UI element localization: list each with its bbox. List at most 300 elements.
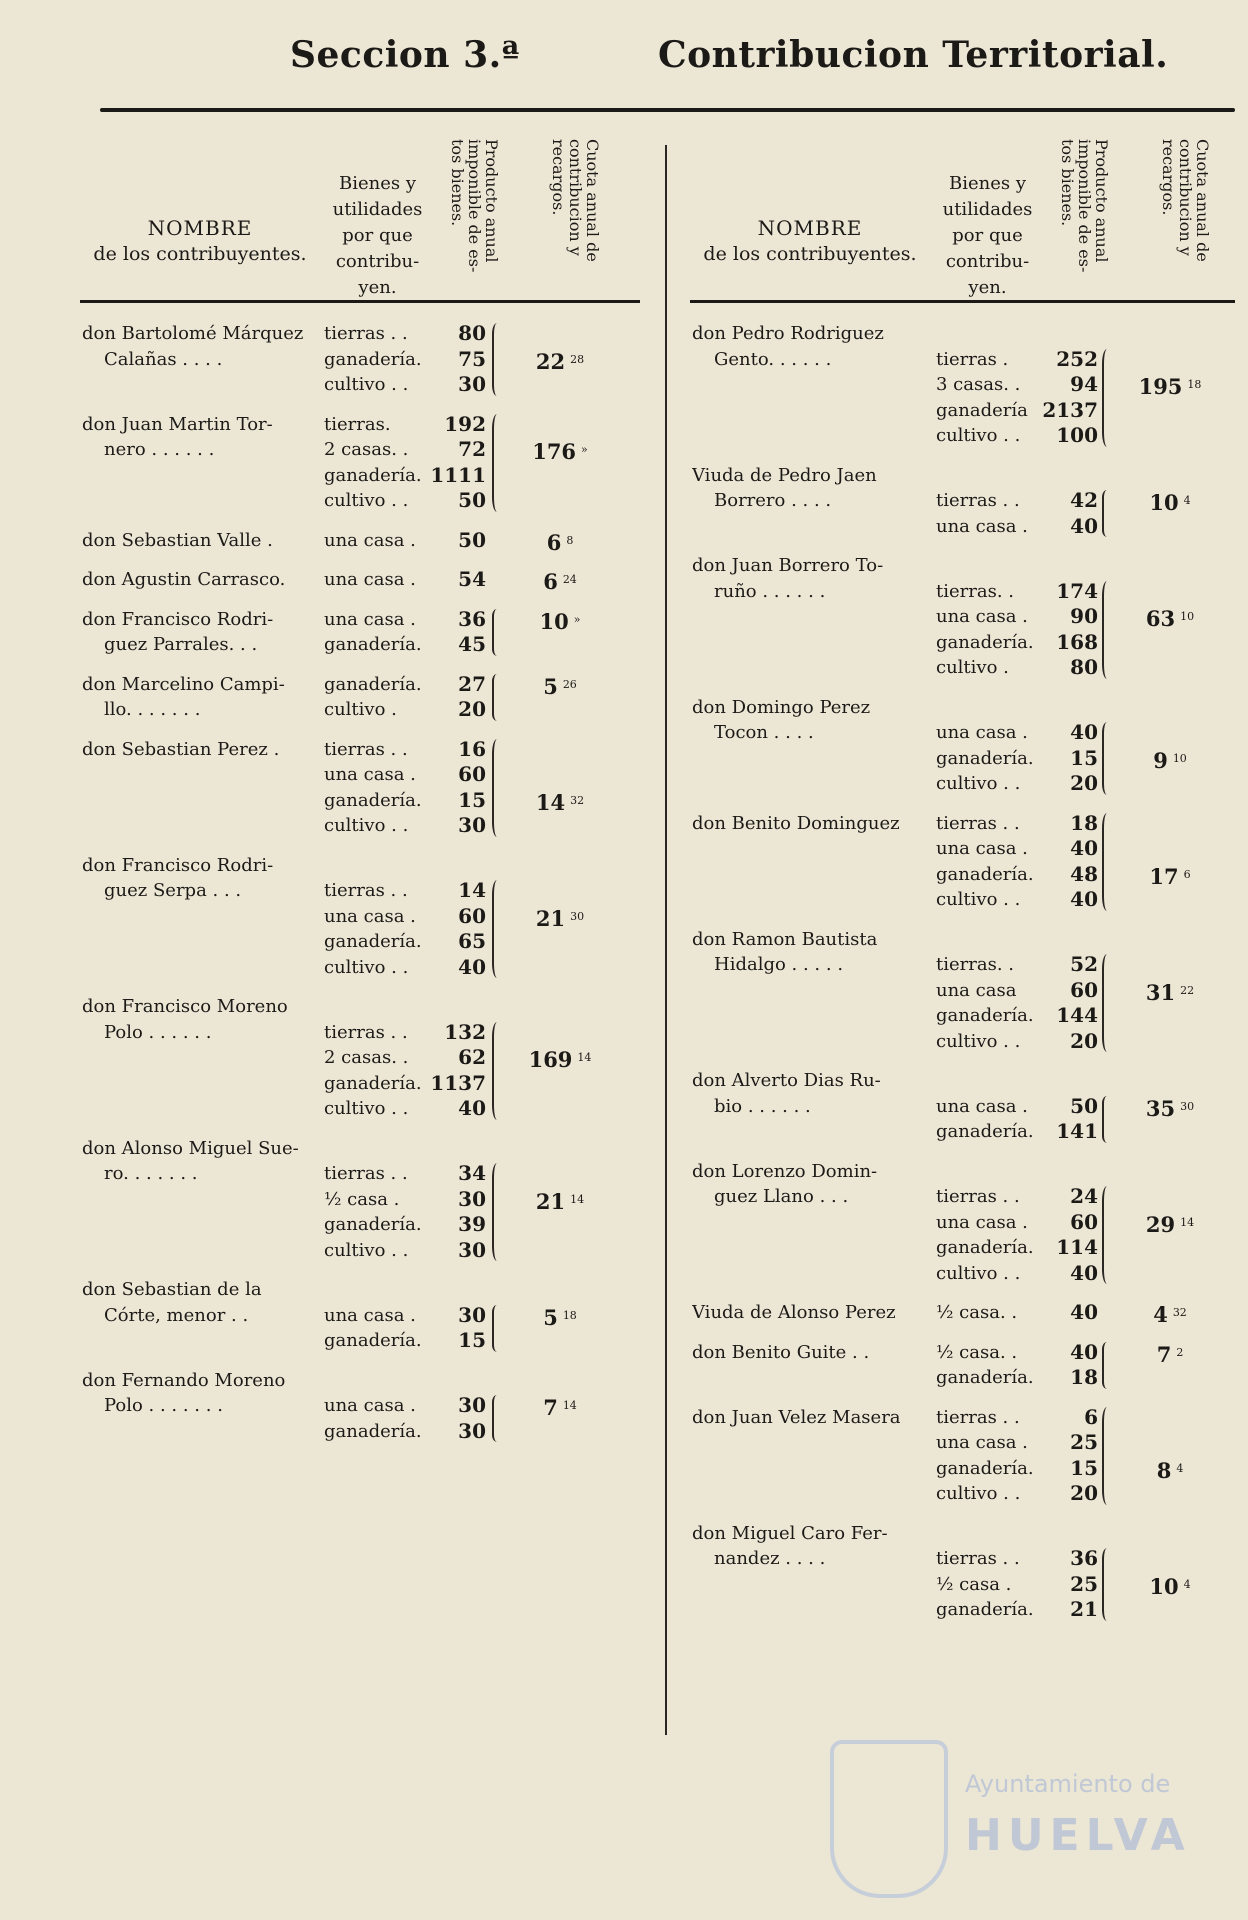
bien-label: ½ casa. . xyxy=(936,1302,1018,1323)
header-nombre: NOMBRE de los contribuyentes. xyxy=(703,216,917,265)
bien-label: ganadería. xyxy=(324,931,422,952)
contribuyente-name xyxy=(692,927,932,978)
bien-label: ½ casa . xyxy=(324,1188,400,1210)
bien-row xyxy=(324,788,504,814)
contribuyente-entry xyxy=(690,927,1235,1055)
bien-row xyxy=(936,887,1116,913)
producto-value: 1137 xyxy=(430,1070,486,1095)
cuota-cents: 32 xyxy=(1172,1306,1187,1319)
producto-value: 36 xyxy=(458,606,486,631)
name-line: nandez . . . . xyxy=(714,1548,826,1569)
bienes-list xyxy=(936,720,1116,797)
cuota-reales: 63 xyxy=(1145,606,1176,631)
header-rule xyxy=(80,300,640,303)
bien-row xyxy=(936,423,1116,449)
producto-value: 50 xyxy=(458,527,486,552)
bien-label: tierras . . xyxy=(936,1186,1020,1207)
bien-label: ganadería. xyxy=(936,1367,1034,1388)
name-line: don Alverto Dias Ru- xyxy=(692,1070,881,1091)
cuota-cents: » xyxy=(581,443,588,456)
bien-label: 2 casas. . xyxy=(324,439,409,460)
cuota-cents: 14 xyxy=(577,1051,592,1064)
producto-value: 25 xyxy=(1070,1430,1098,1454)
bien-row xyxy=(936,811,1116,837)
contribuyente-name xyxy=(692,1300,932,1326)
contribuyente-name xyxy=(82,321,322,372)
producto-value: 40 xyxy=(1070,513,1098,538)
name-line: don Marcelino Campi- xyxy=(82,673,285,695)
cuota-value xyxy=(1110,1210,1230,1238)
bien-row xyxy=(324,488,504,514)
bienes-list xyxy=(936,579,1116,681)
cuota-cents: 30 xyxy=(1180,1099,1195,1113)
name-line: don Pedro Rodriguez xyxy=(692,323,884,344)
bienes-list xyxy=(936,952,1116,1054)
bienes-list xyxy=(324,528,504,554)
contribuyente-name xyxy=(692,1340,932,1366)
contribuyente-entry xyxy=(690,463,1235,540)
bien-label: ganadería. xyxy=(324,789,422,811)
bienes-list xyxy=(936,1094,1116,1145)
bien-label: cultivo . . xyxy=(936,1030,1021,1052)
cuota-cents: 4 xyxy=(1183,1577,1191,1591)
name-line: ro. . . . . . . xyxy=(104,1163,198,1184)
producto-value: 15 xyxy=(1070,745,1098,770)
bien-row xyxy=(324,1161,504,1187)
bien-label: cultivo . . xyxy=(324,1098,409,1119)
name-line: don Sebastian Valle . xyxy=(82,529,273,551)
cuota-value xyxy=(1110,1572,1230,1600)
contribuyente-entry xyxy=(80,853,640,981)
producto-value: 252 xyxy=(1056,346,1098,371)
producto-value: 36 xyxy=(1070,1546,1098,1570)
producto-value: 20 xyxy=(1070,771,1098,795)
cuota-reales: 21 xyxy=(535,905,566,931)
producto-value: 20 xyxy=(1070,1028,1098,1053)
producto-value: 40 xyxy=(1070,1339,1098,1364)
producto-value: 21 xyxy=(1070,1597,1098,1621)
cuota-value xyxy=(1110,1094,1230,1122)
bienes-list xyxy=(324,672,504,723)
bien-row xyxy=(324,672,504,698)
brace-mark xyxy=(492,1305,502,1352)
bien-row xyxy=(324,1071,504,1097)
bien-label: ganadería. xyxy=(936,1237,1034,1258)
name-line: don Miguel Caro Fer- xyxy=(692,1522,888,1544)
contribuyente-name xyxy=(692,695,932,746)
contribuyente-entry xyxy=(690,321,1235,449)
bien-row xyxy=(936,1456,1116,1482)
bien-label: cultivo . . xyxy=(324,815,409,836)
bien-row xyxy=(936,1261,1116,1287)
producto-value: 114 xyxy=(1056,1235,1098,1259)
header-cuota: Cuota anual de contribucion y recargos. xyxy=(549,139,602,262)
name-line: guez Serpa . . . xyxy=(104,880,242,901)
cuota-value xyxy=(510,437,610,465)
contribuyente-entry xyxy=(690,1340,1235,1391)
bien-row xyxy=(936,746,1116,772)
producto-value: 40 xyxy=(458,1096,486,1120)
contribuyente-name xyxy=(692,1068,932,1119)
bien-row xyxy=(324,463,504,489)
bien-label: tierras . . xyxy=(936,490,1020,511)
watermark-line2: HUELVA xyxy=(965,1810,1191,1861)
bien-row xyxy=(936,514,1116,540)
bien-row xyxy=(324,347,504,373)
name-line: don Francisco Rodri- xyxy=(82,854,274,876)
bien-row xyxy=(324,813,504,839)
contribuyente-name xyxy=(692,1405,932,1431)
contribuyente-entry xyxy=(80,567,640,593)
cuota-reales: 176 xyxy=(532,439,577,464)
bien-row xyxy=(324,737,504,763)
bien-label: una casa . xyxy=(936,1095,1028,1117)
bien-row xyxy=(324,528,504,554)
producto-value: 40 xyxy=(1070,887,1098,911)
producto-value: 39 xyxy=(458,1212,486,1236)
name-line: don Juan Martin Tor- xyxy=(82,413,273,435)
bien-label: una casa . xyxy=(324,1395,416,1416)
producto-value: 6 xyxy=(1084,1404,1098,1429)
producto-value: 100 xyxy=(1056,423,1098,447)
name-line: Borrero . . . . xyxy=(714,490,832,511)
bien-row xyxy=(936,1340,1116,1366)
watermark-seal xyxy=(830,1720,1210,1900)
bienes-list xyxy=(324,607,504,658)
contribuyente-entry xyxy=(690,695,1235,797)
name-line: don Lorenzo Domin- xyxy=(692,1160,878,1182)
left-table xyxy=(80,135,640,1458)
bien-label: ganadería. xyxy=(936,747,1034,769)
bien-label: cultivo . xyxy=(324,699,397,720)
column-headers xyxy=(690,135,1235,298)
bien-label: ganadería. xyxy=(936,1599,1034,1620)
cuota-value xyxy=(510,528,610,556)
page-title: Contribucion Territorial. xyxy=(658,34,1169,76)
contribuyente-entry xyxy=(690,553,1235,681)
producto-value: 30 xyxy=(458,1186,486,1211)
bienes-list xyxy=(324,321,504,398)
bien-row xyxy=(936,978,1116,1004)
brace-mark xyxy=(492,1395,502,1442)
cuota-value xyxy=(1110,862,1230,890)
bienes-list xyxy=(936,1300,1116,1326)
cuota-cents: 26 xyxy=(562,677,577,691)
contribuyente-name xyxy=(692,321,932,372)
bien-label: 2 casas. . xyxy=(324,1047,409,1068)
contribuyente-entry xyxy=(80,1368,640,1445)
cuota-value xyxy=(1110,488,1230,516)
producto-value: 168 xyxy=(1056,629,1098,654)
bien-row xyxy=(936,1094,1116,1120)
header-cuota: Cuota anual de contribucion y recargos. xyxy=(1159,139,1212,262)
cuota-value xyxy=(1110,1340,1230,1368)
name-line: don Juan Velez Masera xyxy=(692,1406,901,1428)
bien-label: una casa . xyxy=(936,1432,1028,1453)
bienes-list xyxy=(936,1405,1116,1507)
producto-value: 40 xyxy=(1070,836,1098,860)
bien-label: tierras . . xyxy=(936,1548,1020,1569)
bien-label: tierras. . xyxy=(936,580,1014,602)
bien-row xyxy=(936,1405,1116,1431)
contribuyente-entry xyxy=(690,1300,1235,1326)
bien-label: tierras . . xyxy=(324,880,408,901)
bien-label: ganadería. xyxy=(324,348,422,370)
cuota-reales: 14 xyxy=(535,789,566,815)
bien-label: una casa . xyxy=(936,722,1028,743)
producto-value: 25 xyxy=(1070,1571,1098,1596)
bienes-list xyxy=(936,811,1116,913)
bien-row xyxy=(324,321,504,347)
cuota-cents: 2 xyxy=(1176,1345,1184,1359)
header-nombre: NOMBRE de los contribuyentes. xyxy=(93,216,307,265)
bienes-list xyxy=(936,1340,1116,1391)
cuota-cents: 30 xyxy=(570,909,585,923)
name-line: llo. . . . . . . xyxy=(104,699,201,720)
cuota-reales: 7 xyxy=(543,1395,558,1420)
cuota-value xyxy=(510,788,610,816)
bien-row xyxy=(324,904,504,930)
cuota-reales: 169 xyxy=(528,1047,573,1072)
bien-label: una casa . xyxy=(936,1211,1028,1233)
brace-mark xyxy=(492,1022,502,1120)
bien-label: una casa . xyxy=(324,905,416,927)
producto-value: 62 xyxy=(458,1045,486,1069)
bien-row xyxy=(324,437,504,463)
watermark-line1: Ayuntamiento de xyxy=(965,1770,1171,1798)
contribuyente-entry xyxy=(80,737,640,839)
bien-label: ½ casa. . xyxy=(936,1341,1018,1363)
brace-mark xyxy=(492,414,502,512)
header-producto: Producto anual imponible de es-tos bienes. xyxy=(448,139,501,273)
bien-label: cultivo . . xyxy=(324,956,409,978)
bien-label: una casa . xyxy=(324,529,416,551)
bien-row xyxy=(324,1393,504,1419)
bien-row xyxy=(936,372,1116,398)
cuota-reales: 22 xyxy=(535,348,566,374)
bien-label: tierras. . xyxy=(936,954,1014,975)
bien-row xyxy=(936,1597,1116,1623)
cuota-value xyxy=(1110,604,1230,632)
producto-value: 20 xyxy=(458,697,486,721)
header-rule xyxy=(690,300,1235,303)
bien-label: una casa . xyxy=(324,1304,416,1326)
cuota-value xyxy=(510,1393,610,1421)
top-rule xyxy=(100,108,1235,112)
producto-value: 18 xyxy=(1070,810,1098,835)
brace-mark xyxy=(492,609,502,656)
cuota-value xyxy=(510,567,610,595)
bien-row xyxy=(324,607,504,633)
bienes-list xyxy=(936,1184,1116,1286)
bien-label: ganadería. xyxy=(324,1072,422,1094)
bienes-list xyxy=(324,1393,504,1444)
cuota-cents: 10 xyxy=(1172,751,1187,765)
contribuyente-name xyxy=(692,1159,932,1210)
name-line: don Benito Dominguez xyxy=(692,812,900,834)
bienes-list xyxy=(936,488,1116,539)
bien-row xyxy=(324,412,504,438)
bien-label: una casa . xyxy=(936,515,1028,537)
contribuyente-name xyxy=(82,412,322,463)
producto-value: 132 xyxy=(444,1019,486,1044)
bien-row xyxy=(936,1003,1116,1029)
bienes-list xyxy=(324,412,504,514)
name-line: Viuda de Alonso Perez xyxy=(692,1302,896,1323)
bienes-list xyxy=(324,737,504,839)
bien-label: tierras . . xyxy=(936,1406,1020,1428)
name-line: don Francisco Rodri- xyxy=(82,608,274,630)
bien-row xyxy=(324,372,504,398)
contribuyente-entry xyxy=(80,994,640,1122)
bien-row xyxy=(936,1119,1116,1145)
bienes-list xyxy=(324,567,504,593)
name-line: don Benito Guite . . xyxy=(692,1341,870,1363)
bien-label: tierras . . xyxy=(324,738,408,760)
bien-label: ganadería. xyxy=(936,1457,1034,1479)
bienes-list xyxy=(324,878,504,980)
bien-label: cultivo . . xyxy=(324,374,409,395)
contribuyente-entry xyxy=(690,1159,1235,1287)
bien-label: cultivo . . xyxy=(936,889,1021,910)
contribuyente-name xyxy=(82,567,322,593)
bien-row xyxy=(936,836,1116,862)
producto-value: 192 xyxy=(444,411,486,436)
name-line: don Juan Borrero To- xyxy=(692,555,884,576)
producto-value: 30 xyxy=(458,813,486,837)
bien-row xyxy=(324,1020,504,1046)
bien-row xyxy=(936,1546,1116,1572)
producto-value: 80 xyxy=(1070,655,1098,679)
bien-row xyxy=(324,632,504,658)
bien-label: ganadería. xyxy=(324,464,422,486)
contribuyente-name xyxy=(82,528,322,554)
header-bienes: Bienes y utilidades por que contribu-yen. xyxy=(332,173,423,298)
name-line: don Fernando Moreno xyxy=(82,1369,286,1391)
bien-row xyxy=(936,1235,1116,1261)
name-line: nero . . . . . . xyxy=(104,439,215,460)
cuota-reales: 4 xyxy=(1153,1302,1168,1327)
bien-label: cultivo . xyxy=(936,657,1009,678)
cuota-value xyxy=(510,1303,610,1331)
bien-label: cultivo . . xyxy=(324,1239,409,1261)
entries-list xyxy=(690,321,1235,1623)
producto-value: 60 xyxy=(1070,977,1098,1002)
producto-value: 14 xyxy=(458,878,486,902)
contribuyente-name xyxy=(692,1521,932,1572)
name-line: don Agustin Carrasco. xyxy=(82,569,286,590)
bien-row xyxy=(936,1184,1116,1210)
bien-row xyxy=(936,862,1116,888)
producto-value: 54 xyxy=(458,567,486,591)
bien-label: cultivo . . xyxy=(324,490,409,511)
name-line: bio . . . . . . xyxy=(714,1095,811,1117)
cuota-reales: 5 xyxy=(543,673,558,699)
contribuyente-entry xyxy=(690,811,1235,913)
name-line: Córte, menor . . xyxy=(104,1304,249,1326)
cuota-value xyxy=(1110,1456,1230,1484)
contribuyente-name xyxy=(82,1368,322,1419)
cuota-reales: 31 xyxy=(1145,979,1176,1005)
name-line: don Bartolomé Márquez xyxy=(82,323,304,344)
producto-value: 141 xyxy=(1056,1119,1098,1143)
contribuyente-entry xyxy=(80,672,640,723)
producto-value: 72 xyxy=(458,437,486,461)
name-line: ruño . . . . . . xyxy=(714,580,826,602)
bien-row xyxy=(936,720,1116,746)
producto-value: 30 xyxy=(458,1418,486,1443)
bien-label: cultivo . . xyxy=(936,1483,1021,1504)
producto-value: 2137 xyxy=(1042,397,1098,422)
name-line: Polo . . . . . . xyxy=(104,1021,212,1043)
name-line: don Francisco Moreno xyxy=(82,996,288,1017)
cuota-cents: 10 xyxy=(1180,610,1195,623)
cuota-reales: 6 xyxy=(543,569,558,594)
producto-value: 15 xyxy=(458,1328,486,1352)
cuota-value xyxy=(510,672,610,700)
cuota-value xyxy=(510,904,610,932)
bien-label: una casa . xyxy=(324,764,416,785)
cuota-reales: 21 xyxy=(535,1188,566,1214)
cuota-reales: 35 xyxy=(1145,1095,1176,1121)
bien-label: ganadería. xyxy=(936,631,1034,653)
producto-value: 174 xyxy=(1056,578,1098,603)
bien-label: ganadería. xyxy=(324,634,422,655)
bien-label: ½ casa . xyxy=(936,1573,1012,1595)
name-line: don Domingo Perez xyxy=(692,696,871,718)
cuota-cents: 14 xyxy=(570,1192,585,1206)
cuota-reales: 195 xyxy=(1138,374,1183,399)
bien-label: cultivo . . xyxy=(936,1262,1021,1284)
name-line: guez Llano . . . xyxy=(714,1186,849,1207)
brace-mark xyxy=(492,1163,502,1261)
contribuyente-name xyxy=(82,1277,322,1328)
contribuyente-name xyxy=(692,463,932,514)
producto-value: 20 xyxy=(1070,1481,1098,1505)
bien-label: ganadería. xyxy=(324,1330,422,1351)
cuota-reales: 7 xyxy=(1156,1341,1172,1367)
bien-label: una casa . xyxy=(324,608,416,630)
bien-label: tierras . . xyxy=(324,1021,408,1043)
bien-row xyxy=(324,955,504,981)
contribuyente-name xyxy=(82,672,322,723)
cuota-cents: 4 xyxy=(1183,494,1191,507)
producto-value: 30 xyxy=(458,1302,486,1327)
brace-mark xyxy=(492,739,502,837)
producto-value: 52 xyxy=(1070,952,1098,976)
bien-row xyxy=(324,697,504,723)
cuota-cents: » xyxy=(573,612,581,626)
producto-value: 18 xyxy=(1070,1365,1098,1389)
cuota-value xyxy=(510,607,610,635)
contribuyente-entry xyxy=(80,528,640,554)
bien-label: ganadería. xyxy=(324,673,422,695)
name-line: Gento. . . . . . xyxy=(714,348,832,370)
brace-mark xyxy=(492,323,502,396)
bien-label: una casa . xyxy=(324,569,416,590)
cuota-reales: 10 xyxy=(1149,1573,1179,1599)
name-line: Polo . . . . . . . xyxy=(104,1395,223,1416)
cuota-cents: 14 xyxy=(1180,1215,1195,1229)
producto-value: 30 xyxy=(458,1237,486,1262)
bien-label: 3 casas. . xyxy=(936,374,1021,395)
name-line: Tocon . . . . xyxy=(714,722,814,743)
name-line: guez Parrales. . . xyxy=(104,634,258,655)
cuota-cents: 6 xyxy=(1183,867,1191,881)
bien-label: tierras . xyxy=(936,348,1009,370)
bien-row xyxy=(936,655,1116,681)
name-line: Hidalgo . . . . . xyxy=(714,954,844,975)
